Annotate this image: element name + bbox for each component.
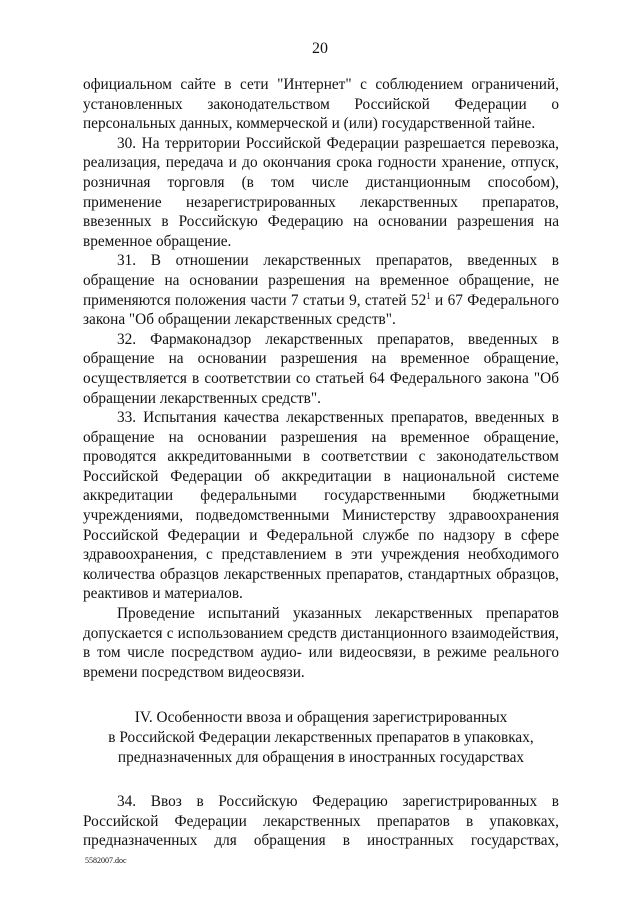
footer-document-code: 5582007.doc — [85, 856, 127, 865]
page-number: 20 — [312, 40, 328, 57]
paragraph-continuation: официальном сайте в сети "Интернет" с соблюдением ограничений, установленных законодательством Российской Федерации о персональных данных, коммерческой и (или) государственной тайне. — [83, 76, 559, 133]
section-heading-line-1: IV. Особенности ввоза и обращения зарегистрированных — [134, 709, 508, 727]
paragraph-31-text-end: и 67 Федерального закона "Об обращении лекарственных средств". — [83, 291, 559, 329]
paragraph-32: 32. Фармаконадзор лекарственных препаратов, введенных в обращение на основании разрешения на временное обращение, осуществляется в соответствии со статьей 64 Федерального закона "Об обращении лекарственных средств". — [83, 330, 559, 407]
document-body — [83, 75, 559, 851]
section-heading-line-3: предназначенных для обращения в иностранных государствах — [117, 748, 525, 766]
section-heading — [83, 708, 559, 767]
paragraph-33-continuation: Проведение испытаний указанных лекарственных препаратов допускается с использованием средств дистанционного взаимодействия, в том числе посредством аудио- или видеосвязи, в режиме реального времени посредством видеосвязи. — [83, 605, 559, 681]
paragraph-31 — [83, 251, 559, 329]
paragraph-31-text-start: 31. В отношении лекарственных препаратов, введенных в обращение на основании разрешения на временное обращение, не применяются положения части 7 статьи 9, статей 52 — [83, 252, 559, 309]
footnote-superscript: 1 — [426, 290, 431, 301]
paragraph-34: 34. Ввоз в Российскую Федерацию зарегистрированных в Российской Федерации лекарственных препаратов в упаковках, предназначенных для обращения в иностранных государствах, — [83, 793, 559, 850]
section-heading-line-2: в Российской Федерации лекарственных препаратов в упаковках, — [108, 729, 534, 746]
paragraph-33: 33. Испытания качества лекарственных препаратов, введенных в обращение на основании разрешения на временное обращение, проводятся аккредитованными в соответствии с законодательством Российской Федерации об аккредитации в национальной системе аккредитации федеральными государственными бюджетными учреждениями, подведомственными Министерству здравоохранения Российской Федерации и Федеральной службе по надзору в сфере здравоохранения, с представлением в эти учреждения необходимого количества образцов лекарственных препаратов, стандартных образцов, реактивов и материалов. — [83, 409, 559, 603]
paragraph-30: 30. На территории Российской Федерации разрешается перевозка, реализация, передача и до окончания срока годности хранение, отпуск, розничная торговля (в том числе дистанционным способом), применение незарегистрированных лекарственных препаратов, ввезенных в Российскую Федерацию на основании разрешения на временное обращение. — [83, 134, 559, 250]
